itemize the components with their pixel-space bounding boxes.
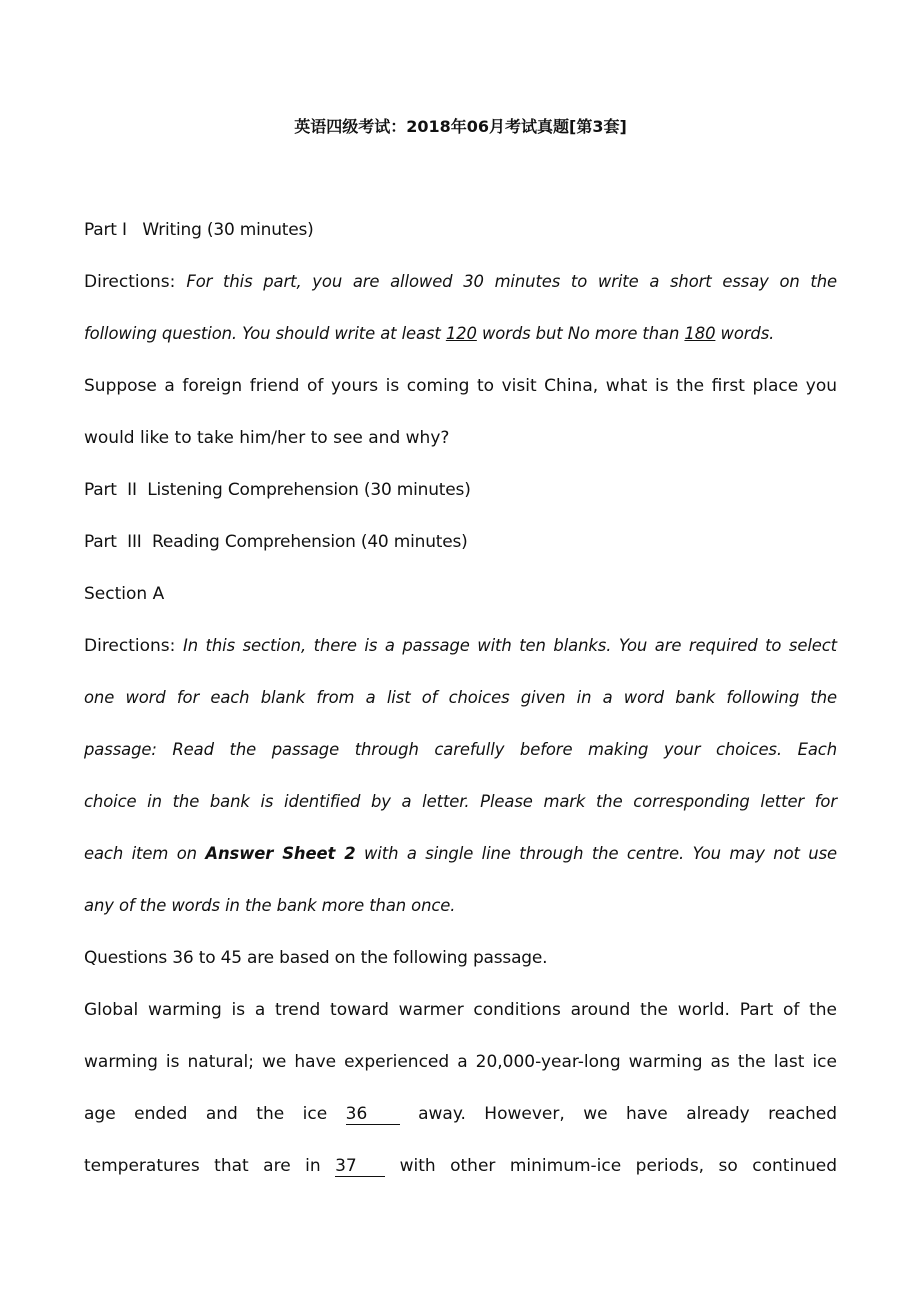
part3-directions-line2: one word for each blank from a list of choices given in a word bank following the xyxy=(84,688,837,707)
directions-text: each item on xyxy=(84,844,206,863)
directions-text: words but No more than xyxy=(476,324,685,343)
part3-directions-line3: passage: Read the passage through carefully before making your choices. Each xyxy=(84,740,837,759)
directions-text: with a single line through the centre. You may not use xyxy=(355,844,838,863)
writing-prompt-line1: Suppose a foreign friend of yours is coming to visit China, what is the first place you xyxy=(84,376,837,396)
directions-label: Directions xyxy=(84,272,170,292)
part1-directions-line1 xyxy=(84,270,837,294)
directions-colon: : xyxy=(169,272,176,292)
questions-intro: Questions 36 to 45 are based on the following passage. xyxy=(84,948,548,968)
directions-text: In this section, there is a passage with ten blanks. You are required to select xyxy=(175,636,837,655)
passage-line4 xyxy=(84,1154,837,1178)
passage-text: temperatures that are in xyxy=(84,1156,321,1176)
part3-heading: Part III Reading Comprehension (40 minutes) xyxy=(84,532,468,552)
directions-text: following question. You should write at least xyxy=(84,324,446,343)
page-title: 英语四级考试：2018年06月考试真题[第3套] xyxy=(294,117,627,136)
passage-line1: Global warming is a trend toward warmer conditions around the world. Part of the xyxy=(84,1000,837,1020)
writing-prompt-line2: would like to take him/her to see and why? xyxy=(84,428,450,448)
part3-directions-line6: any of the words in the bank more than once. xyxy=(84,896,456,915)
passage-line2: warming is natural; we have experienced a 20,000-year-long warming as the last ice xyxy=(84,1052,837,1072)
passage-line3 xyxy=(84,1102,837,1126)
directions-text: For this part, you are allowed 30 minutes to write a short essay on the xyxy=(186,272,837,291)
part2-heading: Part II Listening Comprehension (30 minutes) xyxy=(84,480,471,500)
max-words-value: 180 xyxy=(684,324,716,343)
passage-text: age ended and the ice xyxy=(84,1104,328,1124)
part3-directions-line4: choice in the bank is identified by a letter. Please mark the corresponding letter for xyxy=(84,792,837,811)
passage-text: away. However, we have already reached xyxy=(418,1104,837,1124)
directions-text: words. xyxy=(715,324,775,343)
part3-directions-line5 xyxy=(84,842,837,866)
answer-sheet-label: Answer Sheet 2 xyxy=(205,844,356,863)
min-words-value: 120 xyxy=(445,324,477,343)
part3-directions-line1 xyxy=(84,634,837,658)
directions-label: Directions: xyxy=(84,636,176,656)
section-heading: Section A xyxy=(84,584,165,604)
blank-37: 37 xyxy=(335,1156,385,1177)
part1-heading: Part I Writing (30 minutes) xyxy=(84,220,314,240)
blank-36: 36 xyxy=(346,1104,400,1125)
part1-directions-line2 xyxy=(84,322,837,346)
passage-text: with other minimum-ice periods, so continued xyxy=(399,1156,837,1176)
